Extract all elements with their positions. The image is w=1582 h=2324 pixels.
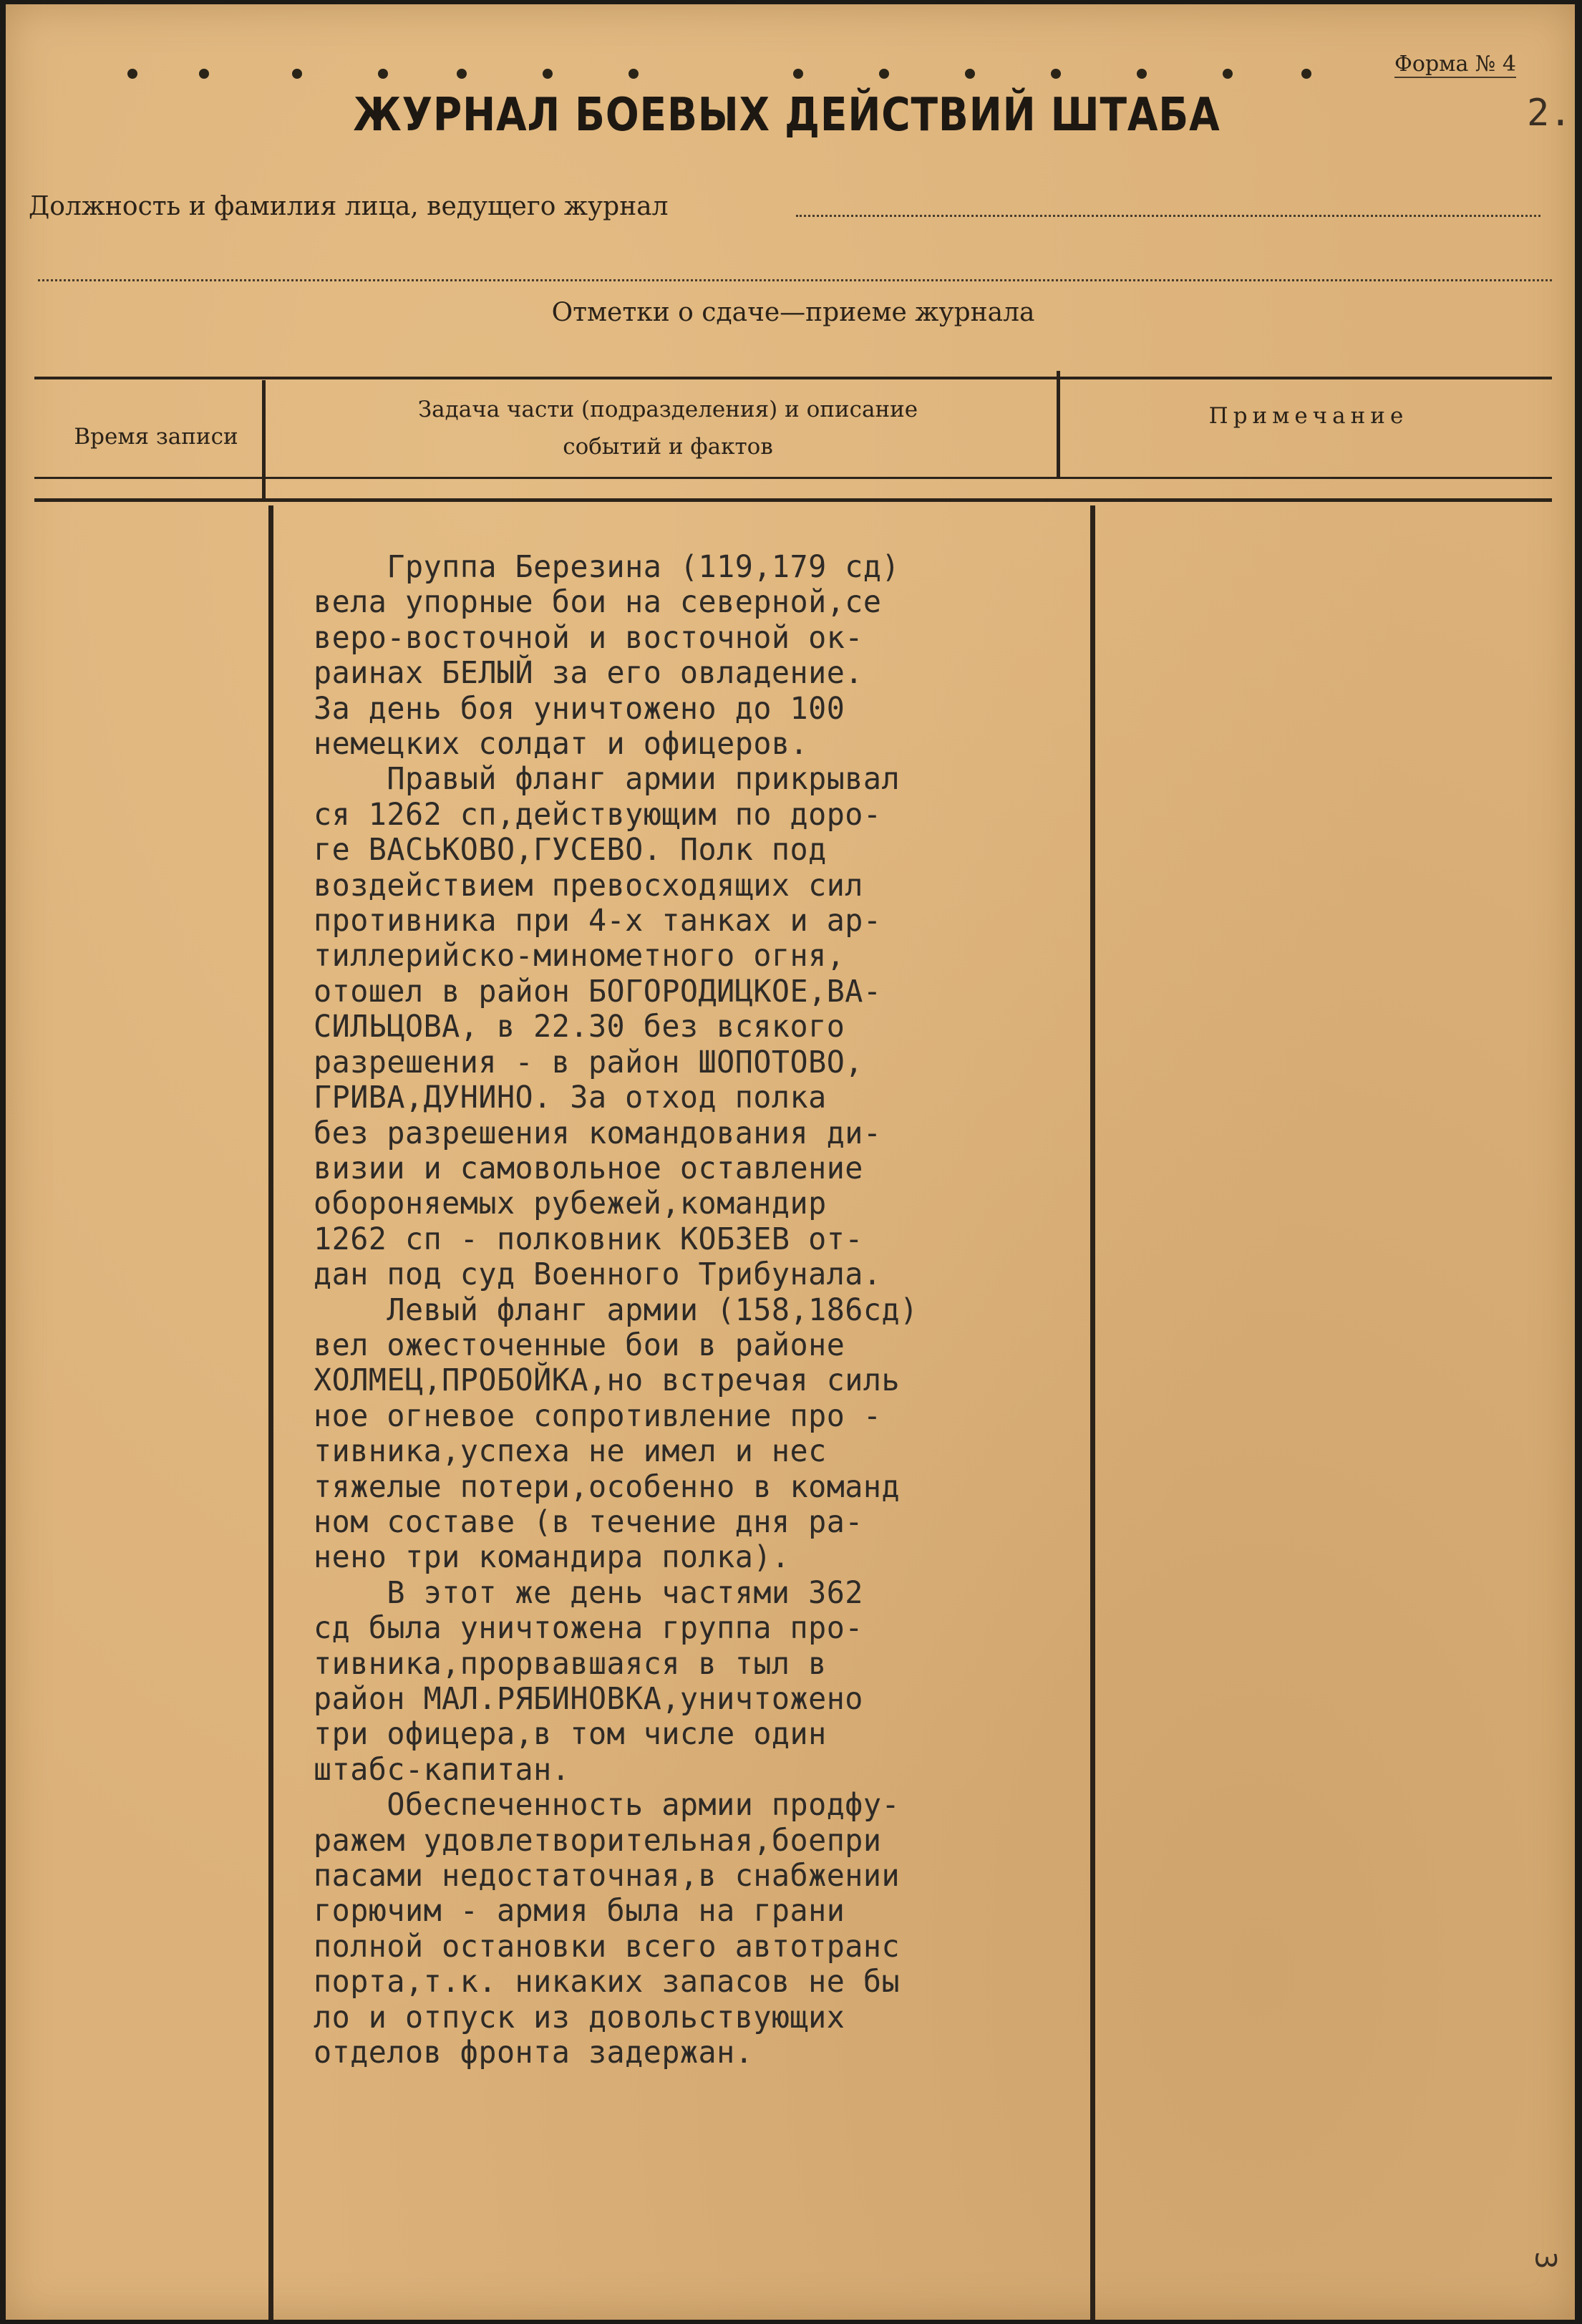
dotted-line [38, 279, 1552, 281]
header-task-line: событий и фактов [563, 434, 773, 460]
binding-holes [127, 69, 1344, 83]
journal-keeper-label: Должность и фамилия лица, ведущего журнал [29, 192, 669, 221]
binding-hole [1137, 69, 1147, 79]
binding-hole [378, 69, 388, 79]
header-note-column: Примечание [1208, 403, 1409, 429]
handover-label: Отметки о сдаче—приеме журнала [551, 298, 1035, 327]
binding-hole [965, 69, 975, 79]
binding-hole [629, 69, 639, 79]
journal-keeper-field [796, 215, 1540, 217]
binding-hole [879, 69, 889, 79]
corner-mark: 3 [1528, 2251, 1562, 2270]
header-time-column: Время записи [74, 424, 238, 450]
binding-hole [1301, 69, 1311, 79]
binding-hole [1051, 69, 1061, 79]
header-task-column [278, 391, 1058, 465]
body-column-divider-left [268, 505, 273, 2320]
journal-page [6, 4, 1575, 2320]
journal-entry-text: Группа Березина (119,179 сд) вела упорные бои на северной,се веро-восточной и восточной ок- раинах БЕЛЫЙ за его овладение. За день боя уничтожено до 100 немецких солдат и офицеров. Правый фланг армии прикрывал ся 1262 сп,действующим по доро- ге ВАСЬКОВО,ГУСЕВО. Полк под воздействием превосходящих сил противника при 4-х танках и ар- тиллерийско-минометного огня, отошел в район БОГОРОДИЦКОЕ,ВА- СИЛЬЦОВА, в 22.30 без всякого разрешения - в район ШОПОТОВО, ГРИВА,ДУНИНО. За отход полка без разрешения командования ди- визии и самовольное оставление обороняемых рубежей,командир 1262 сп - полковник КОБЗЕВ от- дан под суд Военного Трибунала. Левый фланг армии (158,186сд) вел ожесточенные бои в районе ХОЛМЕЦ,ПРОБОЙКА,но встречая силь ное огневое сопротивление про - тивника,успеха не имел и нес тяжелые потери,особенно в команд ном составе (в течение дня ра- нено три командира полка). В этот же день частями 362 сд была уничтожена группа про- тивника,прорвавшаяся в тыл в район МАЛ.РЯБИНОВКА,уничтожено три офицера,в том числе один штабс-капитан. Обеспеченность армии продфу- ражем удовлетворительная,боепри пасами недостаточная,в снабжении горючим - армия была на грани полной остановки всего автотранс порта,т.к. никаких запасов не бы ло и отпуск из довольствующих отделов фронта задержан. [314, 549, 918, 2071]
form-number: Форма № 4 [1394, 52, 1516, 77]
binding-hole [127, 69, 137, 79]
header-task-line: Задача части (подразделения) и описание [417, 397, 918, 422]
binding-hole [1223, 69, 1233, 79]
binding-hole [292, 69, 302, 79]
body-column-divider-right [1090, 505, 1095, 2320]
table-top-rule [34, 377, 1552, 379]
header-bottom-rule [34, 498, 1552, 502]
binding-hole [543, 69, 553, 79]
page-number: 2. [1527, 92, 1572, 135]
binding-hole [199, 69, 209, 79]
page-title: ЖУРНАЛ БОЕВЫХ ДЕЙСТВИЙ ШТАБА [353, 89, 1221, 142]
journal-keeper-row [29, 192, 1553, 235]
binding-hole [457, 69, 467, 79]
binding-hole [793, 69, 803, 79]
